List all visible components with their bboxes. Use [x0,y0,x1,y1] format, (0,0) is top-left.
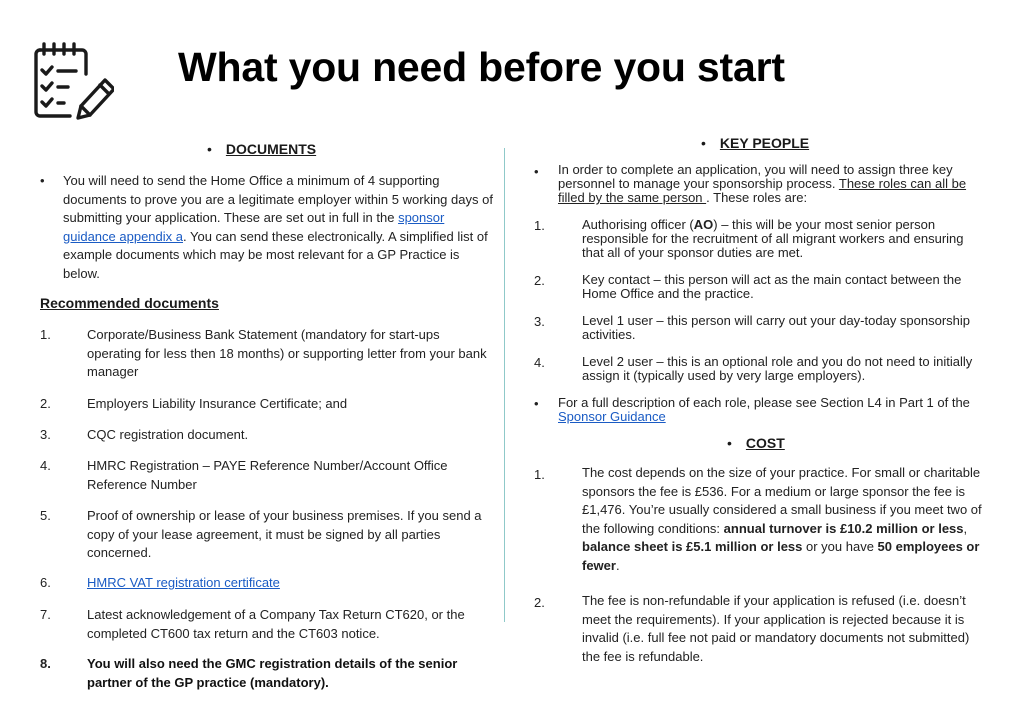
item-number: 7. [40,607,51,622]
documents-intro: You will need to send the Home Office a minimum of 4 supporting documents to prove you are a legitimate employer within 5 working days of submitting your application. These are set out in full in the sponsor guidance appendix a. You can send these electronically. A simplified list of example documents which may be most relevant for a GP Practice is below. [63,173,493,281]
bullet: • [534,164,539,179]
document-item: Corporate/Business Bank Statement (mandatory for start-ups operating for less then 18 months) or supporting letter from your bank manager [87,327,487,380]
document-item: Proof of ownership or lease of your business premises. If you send a copy of your lease agreement, it must be signed by all parties concerned. [87,508,482,561]
role-item: Authorising officer (AO) – this will be your most senior person responsible for the recruitment of all migrant workers and ensuring that all of your sponsor duties are met. [582,217,964,260]
role-item: Level 1 user – this person will carry out your day-today sponsorship activities. [582,313,971,342]
document-item: Employers Liability Insurance Certificate; and [87,396,348,411]
cost-number: 1. [534,467,545,482]
item-number: 2. [40,396,51,411]
role-number: 4. [534,355,545,370]
key-people-intro: In order to complete an application, you will need to assign three key personnel to manage your sponsorship process. These roles can all be filled by the same person . These roles are: [558,162,967,205]
cost-item: The fee is non-refundable if your application is refused (i.e. doesn’t meet the requirements). If your application is rejected because it is invalid (i.e. full fee not paid or mandatory documents not submitted) the fee is refundable. [582,593,970,664]
role-number: 3. [534,314,545,329]
item-number: 8. [40,656,51,671]
documents-heading: • DOCUMENTS [207,141,317,157]
document-item: HMRC Registration – PAYE Reference Number/Account Office Reference Number [87,458,448,492]
item-number: 4. [40,458,51,473]
bullet: • [534,396,539,411]
page-title: What you need before you start [178,44,785,90]
checklist-pencil-icon [28,40,114,124]
hmrc-vat-link[interactable]: HMRC VAT registration certificate [87,575,280,590]
key-people-heading: • KEY PEOPLE [701,135,810,151]
bullet: • [40,173,45,188]
document-item: CQC registration document. [87,427,249,442]
cost-item: The cost depends on the size of your practice. For small or charitable sponsors the fee is £536. For a medium or large sponsor the fee is £1,476. You’re usually considered a small business if you meet two of the following conditions: annual turnover is £10.2 million or less, balance sheet is £5.1 million or less or you have 50 employees or fewer. [582,465,982,573]
full-description-text: For a full description of each role, please see Section L4 in Part 1 of the Sponsor Guidance [558,395,970,424]
role-item: Level 2 user – this is an optional role and you do not need to initially assign it (typically used by very large employers). [582,354,973,383]
role-number: 2. [534,273,545,288]
item-number: 3. [40,427,51,442]
sponsor-guidance-appendix-link[interactable]: sponsor guidance appendix a [63,210,445,244]
document-item [87,574,497,593]
role-number: 1. [534,218,545,233]
item-number: 6. [40,575,51,590]
cost-number: 2. [534,595,545,610]
cost-heading: • COST [727,435,785,451]
document-item: Latest acknowledgement of a Company Tax Return CT620, or the completed CT600 tax return and the CT603 notice. [87,607,465,641]
sponsor-guidance-link[interactable]: Sponsor Guidance [558,409,666,424]
recommended-documents-heading: Recommended documents [40,295,219,311]
document-item: You will also need the GMC registration details of the senior partner of the GP practice (mandatory). [87,656,458,690]
role-item: Key contact – this person will act as the main contact between the Home Office and the practice. [582,272,962,301]
item-number: 5. [40,508,51,523]
column-divider [504,148,505,622]
item-number: 1. [40,327,51,342]
